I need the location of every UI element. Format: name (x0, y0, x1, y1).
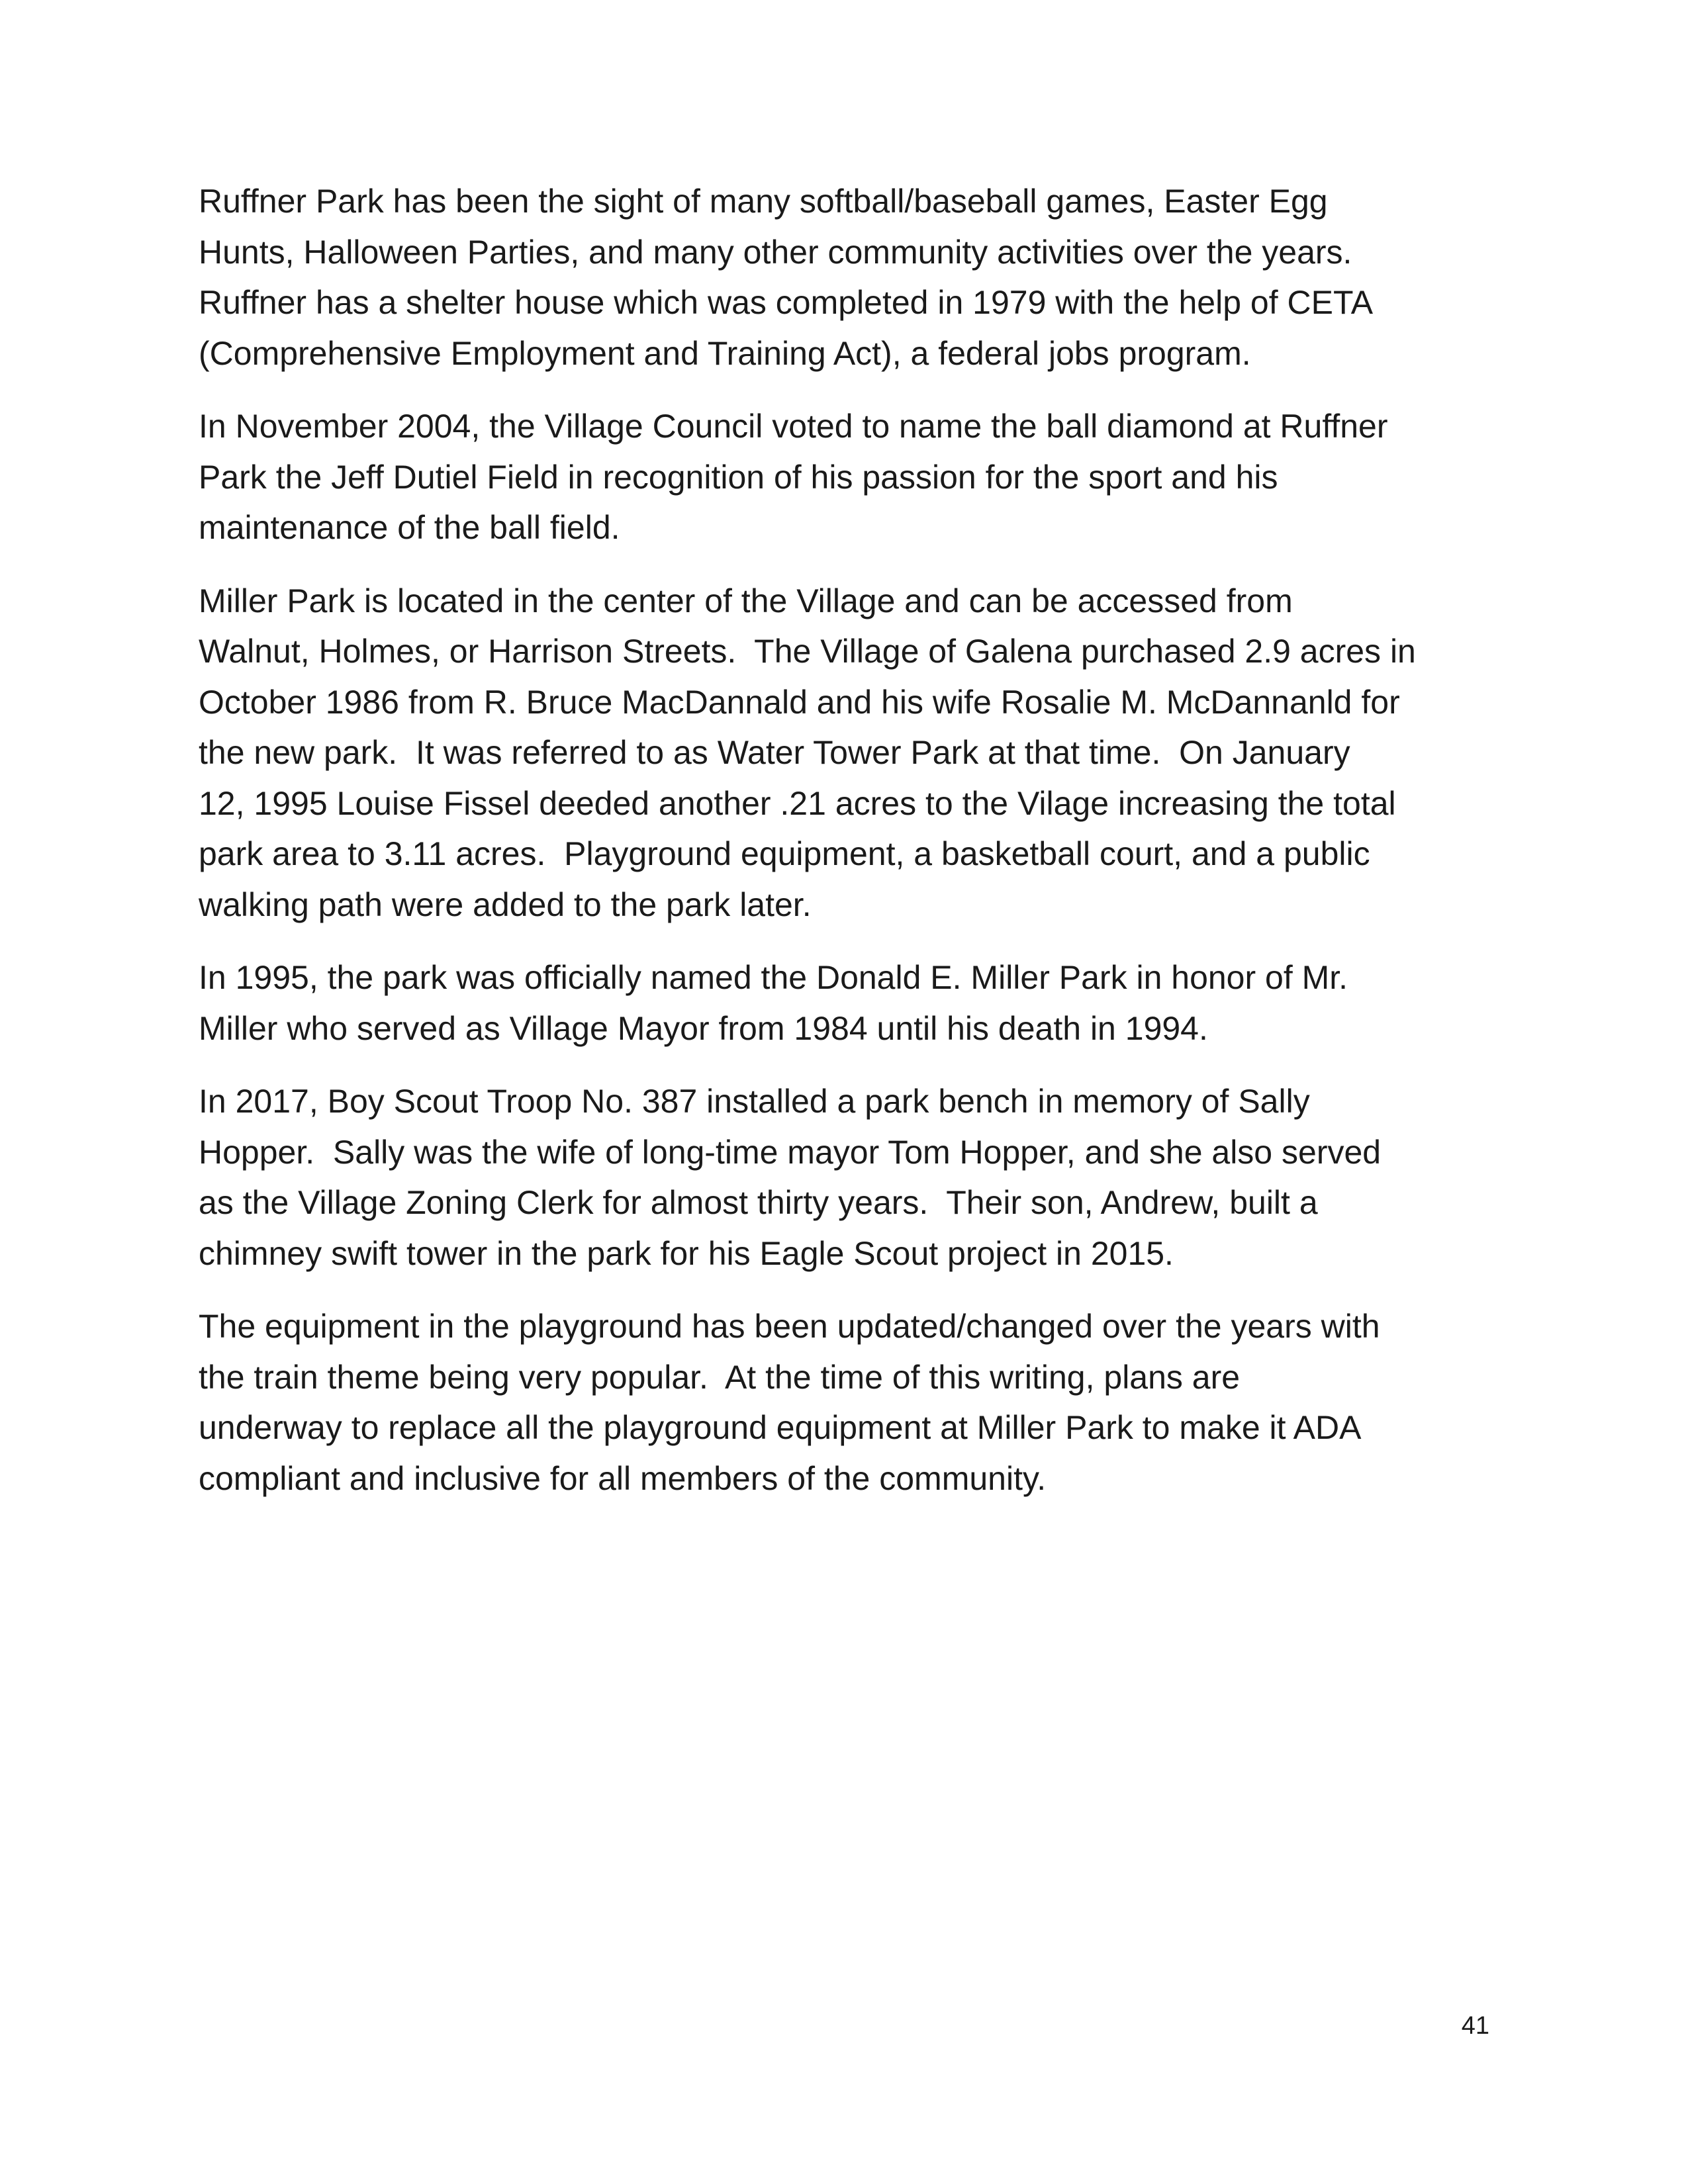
paragraph-ruffner-park (199, 176, 1496, 379)
document-body (199, 176, 1496, 1526)
paragraph-playground-equipment (199, 1301, 1496, 1504)
text-line: walking path were added to the park later. (199, 886, 812, 923)
text-line: Park the Jeff Dutiel Field in recognition of his passion for the sport and his (199, 458, 1278, 496)
text-line: In 1995, the park was officially named the Donald E. Miller Park in honor of Mr. (199, 959, 1348, 996)
text-line: October 1986 from R. Bruce MacDannald and his wife Rosalie M. McDannanld for (199, 683, 1400, 721)
text-line: Miller who served as Village Mayor from 1984 until his death in 1994. (199, 1009, 1208, 1047)
paragraph-boy-scout-bench (199, 1076, 1496, 1279)
text-line: the new park. It was referred to as Water Tower Park at that time. On January (199, 734, 1350, 771)
text-line: Hopper. Sally was the wife of long-time mayor Tom Hopper, and she also served (199, 1133, 1382, 1171)
text-line: The equipment in the playground has been updated/changed over the years with (199, 1308, 1380, 1345)
text-line: Ruffner has a shelter house which was completed in 1979 with the help of CETA (199, 284, 1374, 321)
text-line: compliant and inclusive for all members of the community. (199, 1459, 1047, 1497)
paragraph-miller-park (199, 576, 1496, 931)
text-line: (Comprehensive Employment and Training Act), a federal jobs program. (199, 334, 1251, 372)
text-line: as the Village Zoning Clerk for almost thirty years. Their son, Andrew, built a (199, 1184, 1318, 1221)
text-line: In November 2004, the Village Council voted to name the ball diamond at Ruffner (199, 408, 1388, 445)
page-number: 41 (1461, 2012, 1489, 2040)
text-line: underway to replace all the playground equipment at Miller Park to make it ADA (199, 1409, 1362, 1446)
text-line: maintenance of the ball field. (199, 509, 620, 546)
text-line: Hunts, Halloween Parties, and many other community activities over the years. (199, 233, 1352, 271)
text-line: Walnut, Holmes, or Harrison Streets. The Village of Galena purchased 2.9 acres in (199, 633, 1416, 670)
text-line: the train theme being very popular. At the time of this writing, plans are (199, 1358, 1241, 1396)
text-line: park area to 3.11 acres. Playground equipment, a basketball court, and a public (199, 835, 1370, 872)
paragraph-dutiel-field (199, 401, 1496, 553)
text-line: 12, 1995 Louise Fissel deeded another .21 acres to the Vilage increasing the total (199, 784, 1396, 822)
paragraph-park-naming (199, 952, 1496, 1054)
text-line: Miller Park is located in the center of the Village and can be accessed from (199, 582, 1293, 619)
text-line: In 2017, Boy Scout Troop No. 387 installed a park bench in memory of Sally (199, 1083, 1310, 1120)
text-line: Ruffner Park has been the sight of many softball/baseball games, Easter Egg (199, 183, 1328, 220)
text-line: chimney swift tower in the park for his Eagle Scout project in 2015. (199, 1234, 1174, 1272)
